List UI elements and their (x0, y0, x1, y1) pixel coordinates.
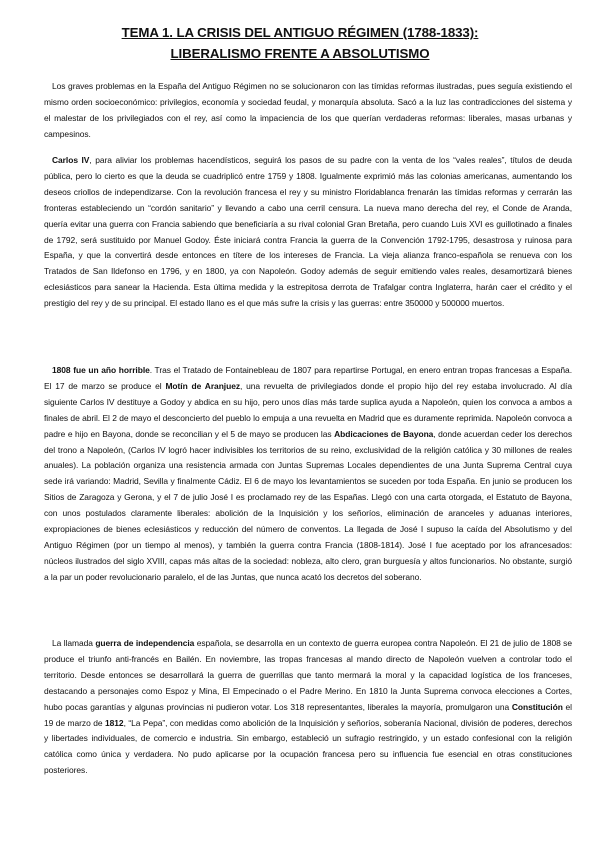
text-run: , donde acuerdan ceder los derechos del trono a Napoleón, (Carlos IV logró hacer indivisibles los territorios de su reino, exclusividad de la religión católica y 30 millones de reales anuales). La población organiza una resistencia armada con Juntas Supremas Locales dependientes de una Junta Suprema Central cuya sede irá variando: Madrid, Sevilla y finalmente Cádiz. El 6 de mayo los levantamientos se suceden por toda España. En junio se producen los Sitios de Zaragoza y Gerona, y el 7 de julio José I es proclamado rey de las Españas. Llegó con una carta otorgada, el Estatuto de Bayona, con unos postulados claramente liberales: abolición de la Inquisición y los señoríos, eliminación de aranceles y aduanas interiores, expropiaciones de bienes eclesiásticos y reducción del número de conventos. La llegada de José I supuso la caída del Absolutismo y del Antiguo Régimen (por un tiempo al menos), y también la guerra contra Francia (1808-1814). José I fue aceptado por los afrancesados: núcleos ilustrados del siglo XVIII, capas más altas de la sociedad: nobleza, alto clero, gran burguesía y altos funcionarios. No obstante, surgió a la par un poder revolucionario paralelo, el de las Juntas, que nunca acató los decretos del soberano. (44, 428, 572, 582)
text-run: La llamada (52, 638, 96, 648)
document-title (40, 22, 560, 64)
bold-text-run: Carlos IV (52, 155, 90, 165)
bold-text-run: 1812 (104, 717, 124, 728)
text-run: , “La Pepa”, con medidas como abolición de la Inquisición y señoríos, soberanía Nacional, división de poderes, derechos y libertades individuales, de comercio e industria. Sin embargo, estableció un sufragio restringido, y un estado confesional con la religión católica como única y verdadera. No pudo aplicarse por la ocupación francesa pero su influencia fue esencial en otras constituciones posteriores. (44, 717, 572, 776)
text-run: , para aliviar los problemas hacendísticos, seguirá los pasos de su padre con la venta de los “vales reales”, títulos de deuda pública, pero lo cierto es que la deuda se cuadriplicó entre 1759 y 1808. Igualmente exprimió más las colonias americanas, aumentando los deseos criollos de independizarse. Con la revolución francesa el rey y su ministro Floridablanca frenarán las tímidas reformas y cerrarán las fronteras estableciendo un “cordón sanitario” y llevando a cabo una cerril censura. La nueva mano derecha del rey, el Conde de Aranda, quería evitar una guerra con Francia sabiendo que beneficiaría a su rival colonial Gran Bretaña, pero cuando Luis XVI es guillotinado a finales de 1792, será sustituido por Manuel Godoy. Éste iniciará contra Francia la guerra de la Convención 1792-1795, desastrosa y ruinosa para España, y que la convertirá desde entonces en títere de los intereses de Francia. La vieja alianza franco-española se renueva con los Tratados de San Ildefonso en 1796, y en 1800, ya con Napoleón. Godoy además de seguir emitiendo vales reales, desamortizará bienes eclesiásticos para sanear la Hacienda. Esta última medida y la estrepitosa derrota de Trafalgar contra Inglaterra, harán caer el crédito y el prestigio del rey y de su principal. El estado llano es el que más sufre la crisis y las guerras: entre 350000 y 500000 muertos. (44, 155, 572, 309)
paragraph-guerra-independencia (44, 636, 572, 779)
text-run: . Tras el Tratado de Fontainebleau de 1807 para repartirse Portugal, en enero entran tropas francesas a España. El 17 de marzo se produce el (44, 365, 572, 391)
text-run: el 19 de marzo de (44, 701, 573, 728)
text-run: , una revuelta de privilegiados donde el propio hijo del rey estaba involucrado. Al día siguiente Carlos IV destituye a Godoy y abdica en su hijo, pero unos días más tarde suplica ayuda a Napoleón, quien los convoca a ambos a finales de abril. El 2 de mayo el desconcierto del pueblo lo empuja a una revuelta en Madrid que es duramente reprimida. Napoleón convoca a padre e hijo en Bayona, donde se reconcilian y el 5 de mayo se producen las (44, 380, 572, 439)
paragraph-1808 (44, 363, 572, 586)
title-line-1: TEMA 1. LA CRISIS DEL ANTIGUO RÉGIMEN (1788-1833): (121, 25, 479, 40)
paragraph-carlos-iv (44, 153, 572, 312)
bold-text-run: 1808 fue un año horrible (52, 365, 150, 375)
bold-text-run: guerra de independencia (95, 638, 195, 648)
bold-text-run: Constitución (511, 701, 563, 712)
text-run: Los graves problemas en la España del Antiguo Régimen no se solucionaron con las tímidas reformas ilustradas, pues seguía existiendo el mismo orden socioeconómico: privilegios, economía y sociedad feudal, y monarquía absoluta. Sacó a la luz las contradicciones del sistema y el malestar de los privilegiados con el rey, así como la impaciencia de los que querían verdaderas reformas: liberales, masas urbanas y campesinos. (44, 81, 572, 139)
text-run: española, se desarrolla en un contexto de guerra europea contra Napoleón. El 21 de julio de 1808 se produce el triunfo anti-francés en Bailén. En noviembre, las tropas francesas al mando directo de Napoleón vuelven a controlar todo el territorio. Desde entonces se desarrollará la guerra de guerrillas que tanto mermará la moral y la capacidad logística de los franceses, destacando a personajes como Espoz y Mina, El Empecinado o el Padre Merino. En 1810 la Junta Suprema convoca elecciones a Cortes, hubo pocas garantías y algunas provincias ni pudieron votar. Los 318 representantes, liberales la mayoría, promulgaron una (44, 638, 572, 712)
paragraph-intro (44, 79, 572, 143)
title-line-2: LIBERALISMO FRENTE A ABSOLUTISMO (170, 46, 430, 61)
bold-text-run: Abdicaciones de Bayona (334, 428, 434, 439)
bold-text-run: Motín de Aranjuez (165, 380, 241, 391)
